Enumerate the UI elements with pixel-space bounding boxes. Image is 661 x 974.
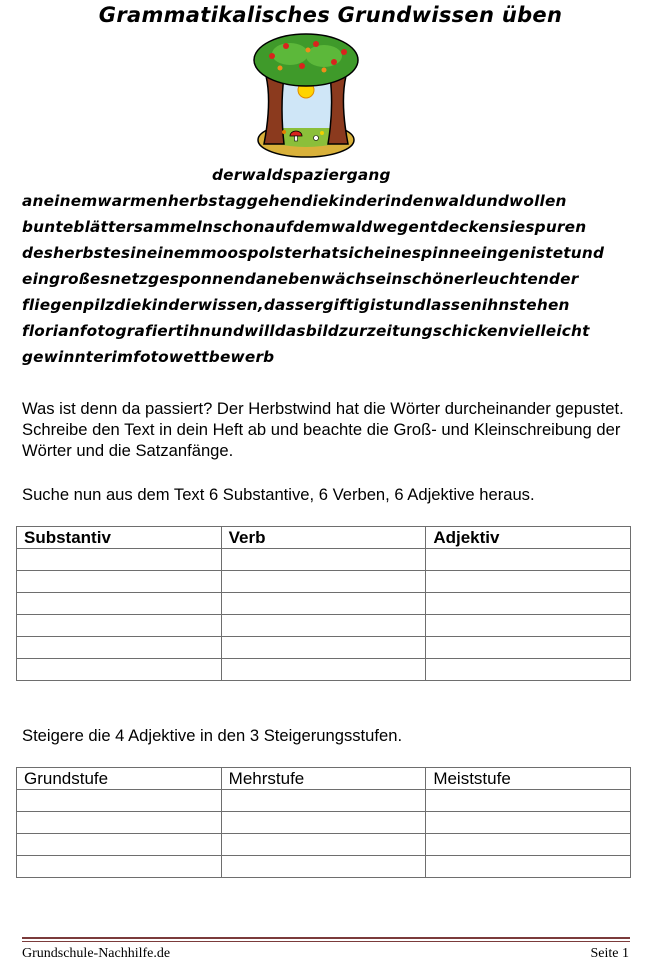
table-cell[interactable] xyxy=(426,834,631,856)
table-cell[interactable] xyxy=(221,790,426,812)
table-row xyxy=(17,834,631,856)
tree-autumn-illustration xyxy=(250,32,362,160)
table-cell[interactable] xyxy=(221,593,426,615)
table-header-row xyxy=(17,768,631,790)
header-grundstufe: Grundstufe xyxy=(17,768,222,790)
table-cell[interactable] xyxy=(17,659,222,681)
table-cell[interactable] xyxy=(426,571,631,593)
scrambled-text xyxy=(22,162,652,370)
header-mehrstufe: Mehrstufe xyxy=(221,768,426,790)
table-cell[interactable] xyxy=(17,856,222,878)
table-cell[interactable] xyxy=(426,615,631,637)
comparison-table xyxy=(16,767,631,878)
table-cell[interactable] xyxy=(221,571,426,593)
footer-site-name: Grundschule-Nachhilfe.de xyxy=(22,946,171,961)
table-cell[interactable] xyxy=(17,593,222,615)
table-cell[interactable] xyxy=(221,856,426,878)
footer-page-number: Seite 1 xyxy=(590,946,629,961)
table-cell[interactable] xyxy=(17,790,222,812)
scrambled-line: aneinemwarmenherbstaggehendiekinderindenwaldundwollen xyxy=(22,192,567,210)
task-3-instruction: Steigere die 4 Adjektive in den 3 Steigerungsstufen. xyxy=(22,726,403,745)
table-row xyxy=(17,571,631,593)
table-row xyxy=(17,615,631,637)
table-cell[interactable] xyxy=(17,571,222,593)
table-cell[interactable] xyxy=(17,637,222,659)
table-row xyxy=(17,856,631,878)
scrambled-line: florianfotografiertihnundwilldasbildzurzeitungschickenvielleicht xyxy=(22,322,590,340)
task-2-instruction: Suche nun aus dem Text 6 Substantive, 6 Verben, 6 Adjektive heraus. xyxy=(22,485,535,504)
table-cell[interactable] xyxy=(17,549,222,571)
table-cell[interactable] xyxy=(426,856,631,878)
header-substantiv: Substantiv xyxy=(17,527,222,549)
header-adjektiv: Adjektiv xyxy=(426,527,631,549)
table-cell[interactable] xyxy=(17,834,222,856)
table-row xyxy=(17,549,631,571)
table-cell[interactable] xyxy=(221,615,426,637)
footer-divider xyxy=(22,941,630,942)
table-header-row xyxy=(17,527,631,549)
table-cell[interactable] xyxy=(17,812,222,834)
table-cell[interactable] xyxy=(426,549,631,571)
table-row xyxy=(17,790,631,812)
table-cell[interactable] xyxy=(221,637,426,659)
table-cell[interactable] xyxy=(221,659,426,681)
table-cell[interactable] xyxy=(426,790,631,812)
word-type-table xyxy=(16,526,631,681)
table-cell[interactable] xyxy=(426,637,631,659)
table-row xyxy=(17,637,631,659)
table-cell[interactable] xyxy=(17,615,222,637)
scrambled-line: eingroßesnetzgesponnendanebenwächseinschönerleuchtender xyxy=(22,270,579,288)
page-title: Grammatikalisches Grundwissen üben xyxy=(98,3,563,27)
table-cell[interactable] xyxy=(426,812,631,834)
table-row xyxy=(17,659,631,681)
footer-divider xyxy=(22,937,630,939)
header-meiststufe: Meiststufe xyxy=(426,768,631,790)
task-1-instruction: Was ist denn da passiert? Der Herbstwind hat die Wörter durcheinander gepustet. Schreibe den Text in dein Heft ab und beachte die Groß- und Kleinschreibung der Wörter und die Satzanfänge. xyxy=(22,399,624,460)
table-cell[interactable] xyxy=(426,593,631,615)
scrambled-heading: derwaldspaziergang xyxy=(212,166,391,184)
table-cell[interactable] xyxy=(221,812,426,834)
table-cell[interactable] xyxy=(221,834,426,856)
table-row xyxy=(17,812,631,834)
header-verb: Verb xyxy=(221,527,426,549)
scrambled-line: desherbstesineinemmoospolsterhatsicheinespinneeingenistetund xyxy=(22,244,605,262)
table-cell[interactable] xyxy=(426,659,631,681)
scrambled-line: gewinnterimfotowettbewerb xyxy=(22,348,275,366)
scrambled-line: bunteblättersammelnschonaufdemwaldwegentdeckensiespuren xyxy=(22,218,587,236)
table-cell[interactable] xyxy=(221,549,426,571)
table-row xyxy=(17,593,631,615)
scrambled-line: fliegenpilzdiekinderwissen,dassergiftigistundlassenihnstehen xyxy=(22,296,570,314)
